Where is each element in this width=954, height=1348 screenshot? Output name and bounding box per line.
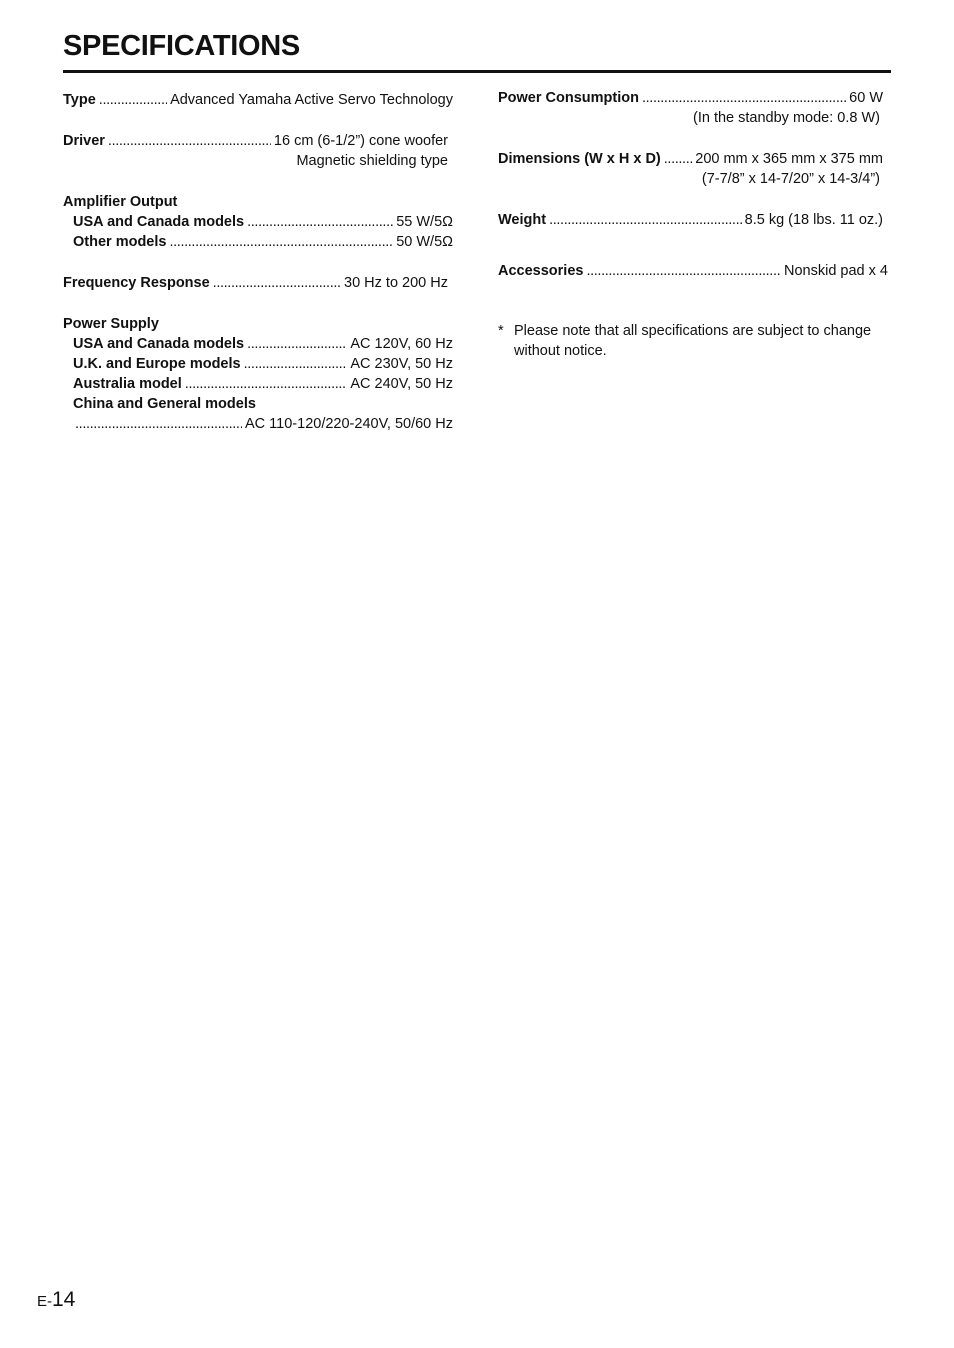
spec-dimensions [498,149,888,169]
leader-dots [642,88,846,108]
specs-right-column [498,88,888,361]
spec-label: Weight [498,212,547,228]
spec-ps-usa [63,334,453,354]
spec-ps-china [63,414,453,434]
spec-label: U.K. and Europe models [73,356,241,372]
leader-dots [185,374,348,394]
leader-dots [244,354,348,374]
spec-value: Nonskid pad x 4 [784,263,888,279]
spec-label: Power Consumption [498,90,639,106]
spec-value: AC 110-120/220-240V, 50/60 Hz [245,416,453,432]
amplifier-heading: Amplifier Output [63,194,178,210]
spec-value: 55 W/5Ω [396,214,453,230]
spec-power-consumption-extra: (In the standby mode: 0.8 W) [693,110,880,126]
spec-power-consumption [498,88,888,108]
spec-label: Accessories [498,263,584,279]
page-number-prefix: E- [37,1293,52,1310]
spec-dimensions-extra: (7-7/8” x 14-7/20” x 14-3/4”) [701,171,880,187]
spec-label: Driver [63,133,105,149]
spec-ps-australia [63,374,453,394]
spec-driver-extra: Magnetic shielding type [296,153,448,169]
page-title: SPECIFICATIONS [63,30,300,62]
leader-dots [549,210,742,230]
spec-label: Other models [73,234,167,250]
spec-amp-other [63,232,453,252]
specs-left-column [63,90,453,434]
leader-dots [247,212,393,232]
spec-accessories [498,261,888,281]
spec-ps-uk [63,354,453,374]
spec-label: USA and Canada models [73,214,245,230]
leader-dots [169,232,393,252]
leader-dots [664,149,693,169]
spec-label: Type [63,92,96,108]
spec-ps-china-label: China and General models [73,396,256,412]
leader-dots [213,273,341,293]
spec-frequency [63,273,453,293]
spec-label: USA and Canada models [73,336,245,352]
spec-value: 50 W/5Ω [396,234,453,250]
spec-value: AC 120V, 60 Hz [350,336,453,352]
spec-value: 8.5 kg (18 lbs. 11 oz.) [744,212,883,228]
spec-value: Advanced Yamaha Active Servo Technology [170,92,453,108]
spec-value: 200 mm x 365 mm x 375 mm [695,151,883,167]
power-supply-heading: Power Supply [63,316,159,332]
leader-dots [108,131,271,151]
spec-value: 60 W [849,90,883,106]
spec-weight [498,210,888,230]
spec-value: AC 230V, 50 Hz [350,356,453,372]
leader-dots [99,90,167,110]
spec-driver [63,131,453,151]
leader-dots [247,334,347,354]
footnote-marker: * [498,323,504,339]
title-rule [63,70,891,73]
spec-label: Australia model [73,376,182,392]
spec-label: Dimensions (W x H x D) [498,151,661,167]
spec-value: 16 cm (6-1/2”) cone woofer [273,133,448,149]
spec-value: 30 Hz to 200 Hz [344,275,448,291]
spec-amp-usa [63,212,453,232]
footnote-text: Please note that all specifications are subject to change without notice. [514,323,872,359]
page-number-value: 14 [52,1288,76,1311]
spec-value: AC 240V, 50 Hz [350,376,453,392]
page-number [37,1288,75,1312]
leader-dots [586,261,781,281]
spec-label: Frequency Response [63,275,210,291]
footnote [498,321,888,361]
leader-dots [75,414,242,434]
spec-type [63,90,453,110]
